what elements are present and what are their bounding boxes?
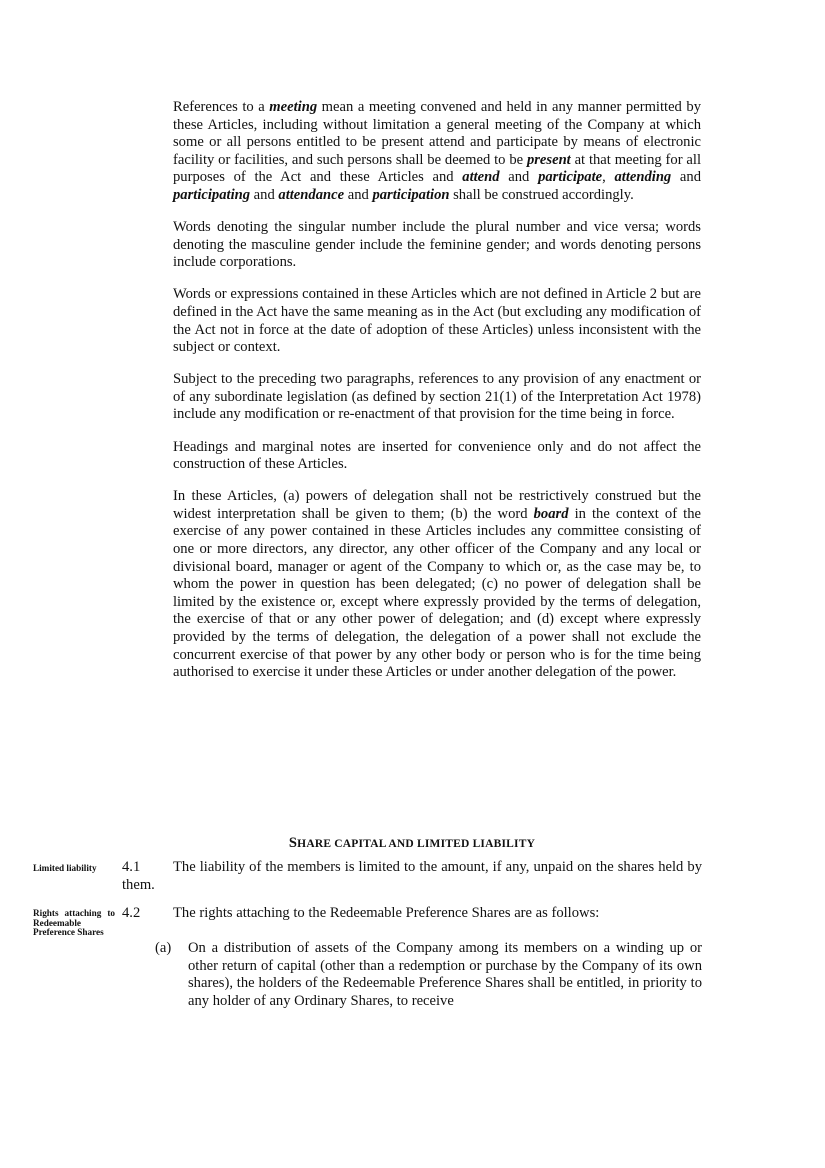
defined-term-board: board	[533, 505, 569, 522]
text-run: In these Articles, (a) powers of delegation shall not be restrictively construed but the widest interpretation shall be given to them; (b) the word	[173, 488, 701, 522]
defined-term-attendance: attendance	[278, 186, 345, 203]
text-run: in the context of the exercise of any power contained in these Articles includes any committee consisting of one or more directors, any director, any other officer of the Company and any local or divisional board, manager or agent of the Company to which or, as the case may be, to whom the power in question has been delegated; (c) no power of delegation shall be limited by the existence or, except where expressly provided by the terms of delegation, the exercise of that or any other power of delegation; and (d) except where expressly provided by the terms of delegation, the delegation of a power shall not exclude the concurrent exercise of that power by any other body or person who is for the time being authorised to exercise it under these Articles or under another delegation of the power.	[173, 505, 701, 681]
defined-term-attend: attend	[462, 169, 500, 186]
text-run: ,	[602, 169, 615, 186]
text-run: and	[344, 186, 373, 203]
clause-4-2	[122, 905, 702, 923]
defined-term-participation: participation	[372, 186, 450, 203]
text-run: shall be construed accordingly.	[449, 186, 634, 203]
text-run: References to a	[173, 99, 270, 115]
defined-term-present: present	[526, 151, 571, 168]
subclause-a	[155, 940, 702, 1010]
headings-paragraph: Headings and marginal notes are inserted for convenience only and do not affect the construction of these Articles.	[173, 438, 701, 473]
subclause-label: (a)	[155, 940, 172, 956]
section-heading	[122, 835, 702, 852]
defined-term-participate: participate	[538, 169, 603, 186]
subclause-text: On a distribution of assets of the Company among its members on a winding up or other return of capital (other than a redemption or purchase by the Company of its own shares), the holders of the Redeemable Preference Shares shall be entitled, in priority to any holder of any Ordinary Shares, to receive	[188, 940, 702, 1009]
heading-initial: S	[288, 835, 298, 851]
clause-number: 4.1	[122, 859, 141, 875]
text-run: at that meeting for all purposes of the Act and these Articles and	[173, 151, 701, 186]
words-expressions-paragraph: Words or expressions contained in these Articles which are not defined in Article 2 but are defined in the Act have the same meaning as in the Act (but excluding any modification of the Act not in force at the date of adoption of these Articles) unless inconsistent with the subject or context.	[173, 286, 701, 356]
clause-number: 4.2	[122, 905, 141, 921]
text-run: and	[671, 169, 702, 186]
definitions-body	[173, 99, 701, 696]
meeting-definition-paragraph	[173, 99, 701, 205]
margin-note-rights-attaching: Rights attaching to Redeemable Preference Shares	[33, 908, 115, 938]
margin-note-limited-liability: Limited liability	[33, 863, 97, 873]
clause-4-1	[122, 859, 702, 894]
defined-term-meeting: meeting	[269, 99, 318, 115]
delegation-paragraph	[173, 488, 701, 682]
text-run: and	[499, 169, 539, 186]
clause-text: The liability of the members is limited to the amount, if any, unpaid on the shares held by them.	[122, 859, 702, 893]
enactment-references-paragraph: Subject to the preceding two paragraphs, references to any provision of any enactment or of any subordinate legislation (as defined by section 21(1) of the Interpretation Act 1978) include any modification or re-enactment of that provision for the time being in force.	[173, 371, 701, 423]
text-run: mean a meeting convened and held in any manner permitted by these Articles, including without limitation a general meeting of the Company at which some or all persons entitled to be present attend and participate by means of electronic facility or facilities, and such persons shall be deemed to be	[173, 99, 701, 168]
defined-term-participating: participating	[173, 186, 251, 203]
clause-text: The rights attaching to the Redeemable Preference Shares are as follows:	[173, 905, 600, 921]
heading-rest: HARE CAPITAL AND LIMITED LIABILITY	[297, 838, 536, 850]
text-run: and	[250, 186, 279, 203]
defined-term-attending: attending	[614, 169, 672, 186]
singular-plural-paragraph: Words denoting the singular number include the plural number and vice versa; words denoting the masculine gender include the feminine gender; and words denoting persons include corporations.	[173, 219, 701, 271]
